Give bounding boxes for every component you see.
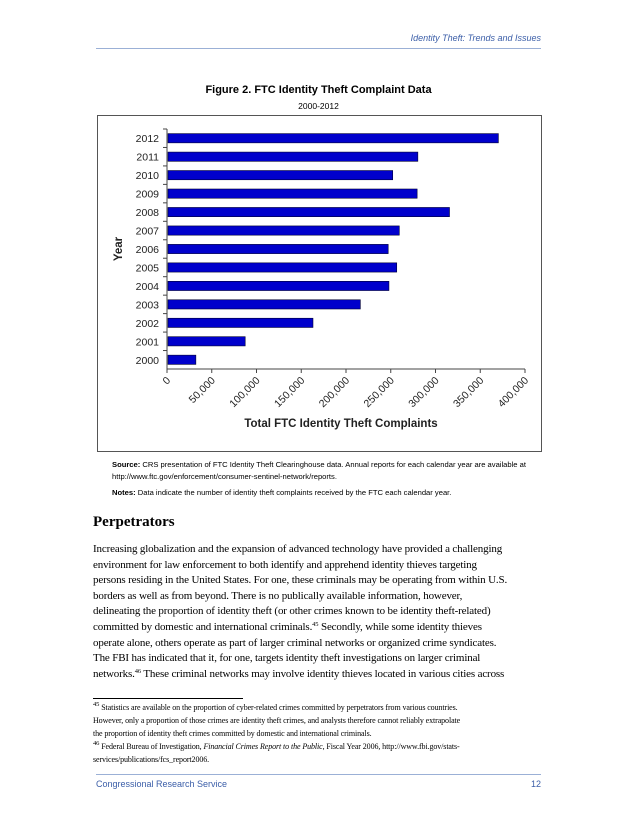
bar-2001 bbox=[168, 337, 245, 346]
footnote-ref-45[interactable]: 45 bbox=[312, 620, 319, 628]
y-tick-label-2007: 2007 bbox=[135, 225, 159, 238]
y-axis-title: Year bbox=[113, 236, 125, 262]
bar-2012 bbox=[168, 134, 498, 143]
body-line: Increasing globalization and the expansion of advanced technology have provided a challenging bbox=[93, 543, 503, 555]
header-rule bbox=[96, 48, 541, 49]
bar-2005 bbox=[168, 263, 397, 272]
x-tick-label: 200,000 bbox=[316, 374, 353, 410]
source-text: CRS presentation of FTC Identity Theft Clearinghouse data. Annual reports for each calendar year are available at http://www.ftc.gov/enforcement/consumer-sentinel-network/reports. bbox=[112, 460, 526, 481]
notes-text: Data indicate the number of identity theft complaints received by the FTC each calendar year. bbox=[137, 488, 452, 497]
page-number: 12 bbox=[530, 779, 541, 789]
x-tick-label: 250,000 bbox=[361, 374, 397, 410]
body-line: committed by domestic and international criminals.$^{45}$ Secondly, while some identity thieves bbox=[93, 620, 482, 633]
bar-2004 bbox=[168, 281, 389, 290]
bar-2006 bbox=[168, 244, 388, 253]
body-line: environment for law enforcement to both identify and apprehend identity thieves targeting bbox=[93, 558, 477, 571]
body-line: borders as well as from beyond. There is no publically available information, however, bbox=[93, 589, 463, 602]
source-label: Source: bbox=[112, 460, 141, 469]
figure-notes bbox=[112, 487, 542, 499]
footnotes bbox=[93, 702, 548, 767]
footnote-46-cont: services/publications/fcs_report2006. bbox=[93, 755, 210, 764]
footnote-46: $^{46}$ Federal Bureau of Investigation, Financial Crimes Report to the Public, Fiscal Year 2006, http://www.fbi.gov/stats- bbox=[93, 740, 460, 751]
y-tick-label-2010: 2010 bbox=[135, 170, 159, 183]
body-line: persons residing in the United States. For one, these criminals may be operating from within U.S. bbox=[93, 574, 508, 587]
x-tick-label: 50,000 bbox=[186, 374, 218, 406]
bar-2010 bbox=[168, 171, 393, 180]
bar-2000 bbox=[168, 355, 196, 364]
footnote-45: $^{45}$ Statistics are available on the proportion of cyber-related crimes committed by perpetrators from various countries. bbox=[93, 701, 458, 712]
y-tick-label-2008: 2008 bbox=[135, 207, 159, 220]
section-heading: Perpetrators bbox=[93, 514, 175, 530]
y-tick-label-2009: 2009 bbox=[135, 188, 159, 201]
footer-org: Congressional Research Service bbox=[96, 779, 228, 789]
bar-chart bbox=[98, 116, 541, 451]
body-line: operate alone, others operate as part of larger criminal networks or organized crime syndicates. bbox=[93, 636, 497, 649]
bar-2009 bbox=[168, 189, 417, 198]
bar-2007 bbox=[168, 226, 399, 235]
figure-source bbox=[112, 459, 542, 483]
footer-rule bbox=[96, 774, 541, 775]
bar-2008 bbox=[168, 207, 449, 216]
figure-title: Figure 2. FTC Identity Theft Complaint Data bbox=[205, 84, 432, 96]
chart-frame bbox=[97, 115, 542, 452]
y-tick-label-2006: 2006 bbox=[135, 244, 159, 256]
y-tick-label-2001: 2001 bbox=[135, 336, 159, 349]
y-tick-label-2003: 2003 bbox=[135, 299, 159, 312]
body-line: delineating the proportion of identity theft (or other crimes known to be identity theft-related) bbox=[93, 605, 491, 618]
body-text bbox=[93, 542, 548, 682]
bar-2003 bbox=[168, 300, 360, 309]
running-header: Identity Theft: Trends and Issues bbox=[410, 33, 541, 43]
footnote-45-cont: However, only a proportion of those crimes are identity theft crimes, and analysts therefore cannot reliably extrapolate bbox=[93, 716, 461, 725]
report-title: Financial Crimes Report to the Public bbox=[203, 742, 323, 751]
y-tick-label-2000: 2000 bbox=[135, 354, 159, 367]
y-tick-label-2011: 2011 bbox=[136, 151, 159, 164]
x-tick-label: 400,000 bbox=[495, 374, 532, 410]
y-tick-label-2004: 2004 bbox=[135, 280, 159, 293]
x-tick-label: 300,000 bbox=[406, 374, 442, 410]
x-axis-title: Total FTC Identity Theft Complaints bbox=[244, 418, 438, 430]
bar-2002 bbox=[168, 318, 313, 327]
footnote-ref-46[interactable]: 46 bbox=[134, 667, 141, 675]
body-line: networks.$^{46}$ These criminal networks may involve identity thieves located in various cities across bbox=[93, 667, 505, 680]
x-tick-label: 350,000 bbox=[451, 374, 487, 410]
x-tick-label: 150,000 bbox=[272, 374, 308, 410]
figure-subtitle: 2000-2012 bbox=[298, 101, 339, 111]
x-tick-label: 100,000 bbox=[227, 374, 263, 410]
y-tick-label-2002: 2002 bbox=[135, 317, 159, 330]
x-tick-label: 0 bbox=[160, 374, 174, 388]
footnote-rule bbox=[93, 698, 243, 699]
bar-2011 bbox=[168, 152, 418, 161]
y-tick-label-2012: 2012 bbox=[135, 133, 159, 146]
body-line: The FBI has indicated that it, for one, targets identity theft investigations on larger criminal bbox=[93, 652, 481, 665]
footnote-45-cont: the proportion of identity theft crimes committed by domestic and international criminals. bbox=[93, 729, 372, 738]
y-tick-label-2005: 2005 bbox=[135, 262, 159, 275]
notes-label: Notes: bbox=[112, 488, 136, 497]
